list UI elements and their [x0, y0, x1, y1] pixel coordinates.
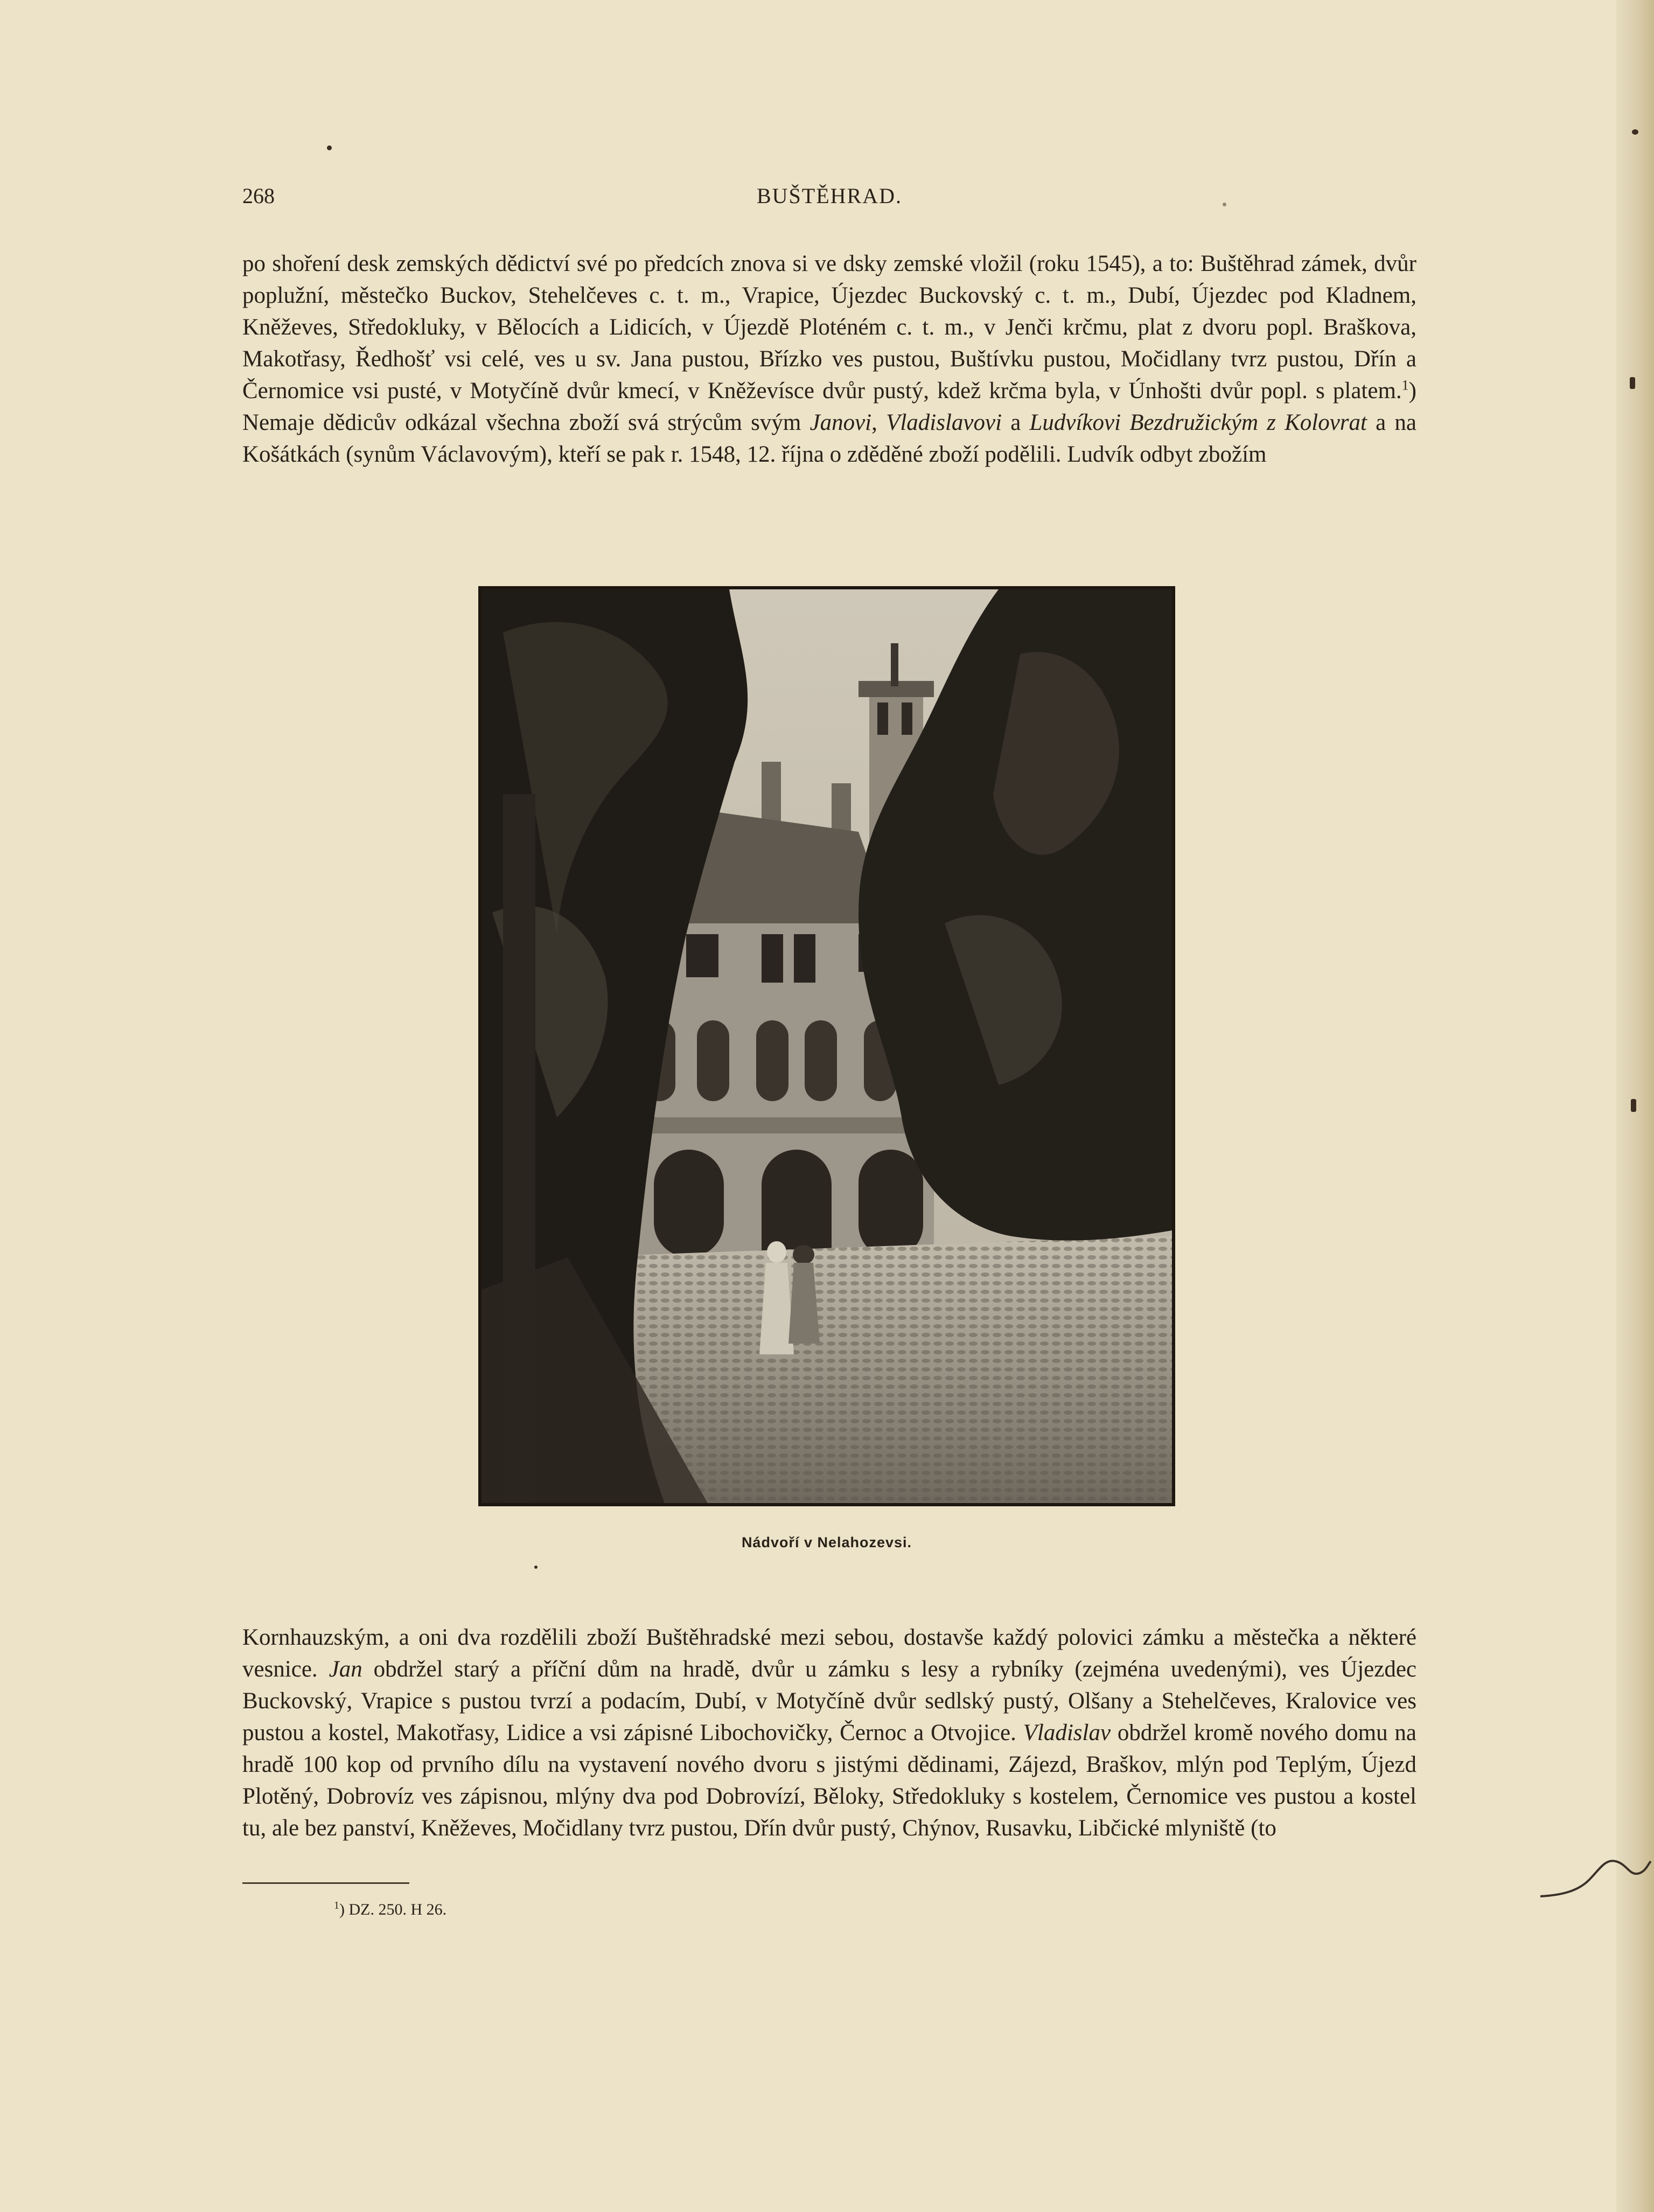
italic-name: Janovi: [809, 410, 872, 435]
text-run: a: [1002, 410, 1030, 435]
footnote-text: ) DZ. 250. H 26.: [339, 1901, 447, 1918]
text-run: obdržel kromě nového domu na hradě 100 kop od prvního dílu na vystavení nového dvoru s jistými dědinami, Zájezd, Braškov, mlýn pod Teplým, Újezd Plotěný, Dobrovíz ves zápisnou, mlýny dva pod Dobrovízí, Běloky, Středokluky s kostelem, Černomice ves pustou a kostel tu, ale bez panství, Kněževes, Močidlany tvrz pustou, Dřín dvůr pustý, Chýnov, Rusavku, Libčické mlyniště (to: [242, 1720, 1417, 1841]
engraving-illustration: [481, 589, 1172, 1503]
paragraph-text: [242, 1622, 1416, 1844]
courtyard-engraving: [478, 586, 1175, 1506]
text-run: po shoření desk zemských dědictví své po předcích znova si ve dsky zemské vložil (roku 1545), a to: Buštěhrad zámek, dvůr poplužní, městečko Buckov, Stehelčeves c. t. m., Vrapice, Újezdec Buckovský c. t. m., Dubí, Újezdec pod Kladnem, Kněževes, Středokluky, v Bělocích a Lidicích, v Újezdě Ploténém c. t. m., v Jenči krčmu, plat z dvoru popl. Braškova, Makotřasy, Ředhošť vsi celé, ves u sv. Jana pustou, Břízko ves pustou, Buštívku pustou, Močidlany tvrz pustou, Dřín a Černomice vsi pusté, v Motyčíně dvůr kmecí, v Kněževísce dvůr pustý, kdež krčma byla, v Únhošti dvůr popl. s platem.: [242, 251, 1416, 404]
footnote-rule: [242, 1882, 409, 1884]
figure-caption: Nádvoří v Nelahozevsi.: [741, 1534, 912, 1550]
ink-speck: [1223, 203, 1226, 206]
ink-speck: [1631, 1099, 1636, 1112]
italic-name: Vladislav: [1023, 1720, 1111, 1745]
footnote: [334, 1901, 446, 1919]
italic-name: Ludvíkovi Bezdružickým z Kolovrat: [1029, 410, 1367, 435]
ink-speck: [327, 145, 332, 150]
italic-name: Jan: [329, 1657, 362, 1682]
text-run: ) Nemaje dědicův odkázal všechna zboží svá strýcům svým: [242, 378, 1416, 435]
italic-name: Vladislavovi: [886, 410, 1002, 435]
body-paragraph-1: [242, 248, 1416, 470]
ink-speck: [1632, 129, 1638, 135]
text-run: ,: [871, 410, 887, 435]
ink-speck: [1630, 377, 1635, 389]
text-run: a na Košátkách (synům Václavovým), kteří se pak r. 1548, 12. října o zděděné zboží podělili. Ludvík odbyt zbožím: [242, 410, 1416, 467]
page-number: 268: [242, 184, 275, 208]
ink-speck: [534, 1566, 538, 1569]
margin-pencil-mark: [1540, 1832, 1653, 1918]
running-head: BUŠTĚHRAD.: [756, 184, 903, 208]
text-run: Kornhauzským, a oni dva rozdělili zboží Buštěhradské mezi sebou, dostavše každý polovici zámku a městečka a některé vesnice.: [242, 1625, 1416, 1682]
text-run: obdržel starý a příční dům na hradě, dvůr u zámku s lesy a rybníky (zejména uvedenými), ves Újezdec Buckovský, Vrapice s pustou tvrzí a podacím, Dubí, v Motyčíně dvůr sedlský pustý, Olšany a Stehelčeves, Kralovice ves pustou a kostel, Makotřasy, Lidice a vsi zápisné Libochovičky, Černoc a Otvojice.: [242, 1657, 1416, 1745]
paragraph-text: [242, 248, 1416, 470]
footnote-marker: 1: [334, 1900, 339, 1911]
body-paragraph-2: [242, 1622, 1416, 1844]
footnote-ref: 1: [1401, 377, 1409, 393]
